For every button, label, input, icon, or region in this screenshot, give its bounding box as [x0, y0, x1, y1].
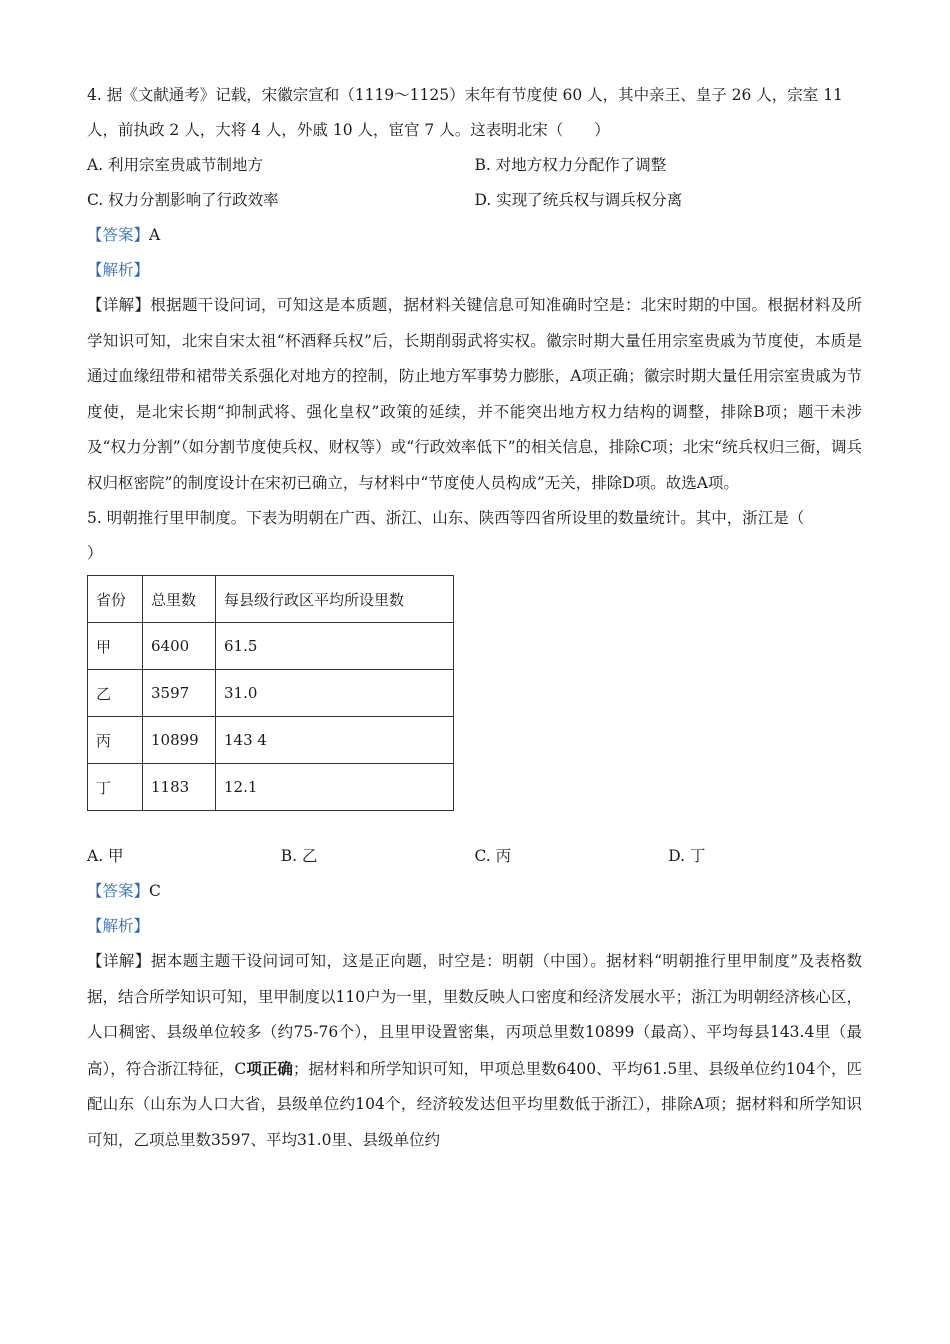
table-cell: 61.5: [216, 623, 454, 670]
table-header-cell: 省份: [88, 576, 143, 623]
document-page: [87, 78, 862, 1158]
q5-detail-tag: 【详解】: [87, 952, 151, 970]
q5-answer-value: C: [149, 882, 161, 900]
q4-answer: [87, 218, 862, 253]
q5-detail: [87, 944, 862, 1158]
q5-detail-text-2: ；据材料和所学知识可知，甲项总里数6400、平均61.5里、县级单位约104个，匹配山东（山东为人口大省，县级单位约104个，经济较发达但平均里数低于浙江），排除A项；据材料和所学知识可知，乙项总里数3597、平均31.0里、县级单位约: [87, 1059, 862, 1149]
table-cell: 3597: [143, 670, 216, 717]
q5-analysis-tag: 【解析】: [87, 917, 150, 935]
q4-detail-text: 根据题干设问词，可知这是本质题，据材料关键信息可知准确时空是：北宋时期的中国。根据材料及所学知识可知，北宋自宋太祖“杯酒释兵权”后，长期削弱武将实权。徽宗时期大量任用宗室贵戚为节度使，本质是通过血缘纽带和裙带关系强化对地方的控制，防止地方军事势力膨胀，A项正确；徽宗时期大量任用宗室贵戚为节度使，是北宋长期“抑制武将、强化皇权”政策的延续，并不能突出地方权力结构的调整，排除B项；题干未涉及“权力分割”（如分割节度使兵权、财权等）或“行政效率低下”的相关信息，排除C项；北宋“统兵权归三衙，调兵权归枢密院”的制度设计在宋初已确立，与材料中“节度使人员构成”无关，排除D项。故选A项。: [87, 296, 862, 492]
q4-detail: [87, 288, 862, 501]
table-row: [88, 623, 454, 670]
question-5: [87, 501, 862, 1158]
q5-option-b: B. 乙: [280, 847, 318, 865]
table-cell: 丙: [88, 717, 143, 764]
q4-answer-value: A: [149, 226, 161, 244]
q4-options-row2: [87, 183, 862, 218]
q4-analysis: [87, 253, 862, 288]
table-row: [88, 670, 454, 717]
question-4: [87, 78, 862, 501]
q5-stem-line2: ）: [87, 544, 103, 562]
q4-stem-line2: 人，前执政 2 人，大将 4 人，外戚 10 人，宦官 7 人。这表明北宋（ ）: [87, 121, 610, 139]
table-cell: 甲: [88, 623, 143, 670]
q4-stem-line1: 4. 据《文献通考》记载，宋徽宗宣和（1119～1125）末年有节度使 60 人，其中亲王、皇子 26 人，宗室 11: [87, 86, 843, 104]
q5-data-table: [87, 575, 454, 811]
table-cell: 10899: [143, 717, 216, 764]
table-cell: 丁: [88, 764, 143, 811]
q5-analysis: [87, 909, 862, 944]
q5-detail-text-1: 据本题主题干设问词可知，这是正向题，时空是：明朝（中国）。据材料“明朝推行里甲制度”及表格数据，结合所学知识可知，里甲制度以110户为一里，里数反映人口密度和经济发展水平；浙江为明朝经济核心区，人口稠密、县级单位较多（约75-76个），且里甲设置密集，丙项总里数10899（最高）、平均每县143.4里（最高），符合浙江特征，C: [87, 952, 862, 1078]
q5-answer: [87, 874, 862, 909]
q4-options-row1: [87, 148, 862, 183]
q4-detail-tag: 【详解】: [87, 296, 151, 314]
table-cell: 31.0: [216, 670, 454, 717]
q5-options: [87, 839, 862, 874]
table-header-row: [88, 576, 454, 623]
q4-option-d: D. 实现了统兵权与调兵权分离: [474, 191, 683, 209]
table-cell: 乙: [88, 670, 143, 717]
q4-analysis-tag: 【解析】: [87, 261, 150, 279]
table-cell: 1183: [143, 764, 216, 811]
table-cell: 6400: [143, 623, 216, 670]
q5-detail-bold: 项正确: [246, 1058, 293, 1078]
table-cell: 12.1: [216, 764, 454, 811]
q4-option-a: A. 利用宗室贵戚节制地方: [87, 156, 264, 174]
q5-option-d: D. 丁: [668, 847, 706, 865]
table-cell: 143 4: [216, 717, 454, 764]
table-row: [88, 764, 454, 811]
q5-stem-line1: 5. 明朝推行里甲制度。下表为明朝在广西、浙江、山东、陕西等四省所设里的数量统计。其中，浙江是（: [87, 509, 805, 527]
q4-answer-tag: 【答案】: [87, 226, 150, 244]
table-header-cell: 总里数: [143, 576, 216, 623]
table-header-cell: 每县级行政区平均所设里数: [216, 576, 454, 623]
table-row: [88, 717, 454, 764]
q5-option-c: C. 丙: [474, 847, 512, 865]
q5-option-a: A. 甲: [87, 847, 124, 865]
q4-option-c: C. 权力分割影响了行政效率: [87, 191, 279, 209]
q4-option-b: B. 对地方权力分配作了调整: [474, 156, 667, 174]
q5-answer-tag: 【答案】: [87, 882, 150, 900]
